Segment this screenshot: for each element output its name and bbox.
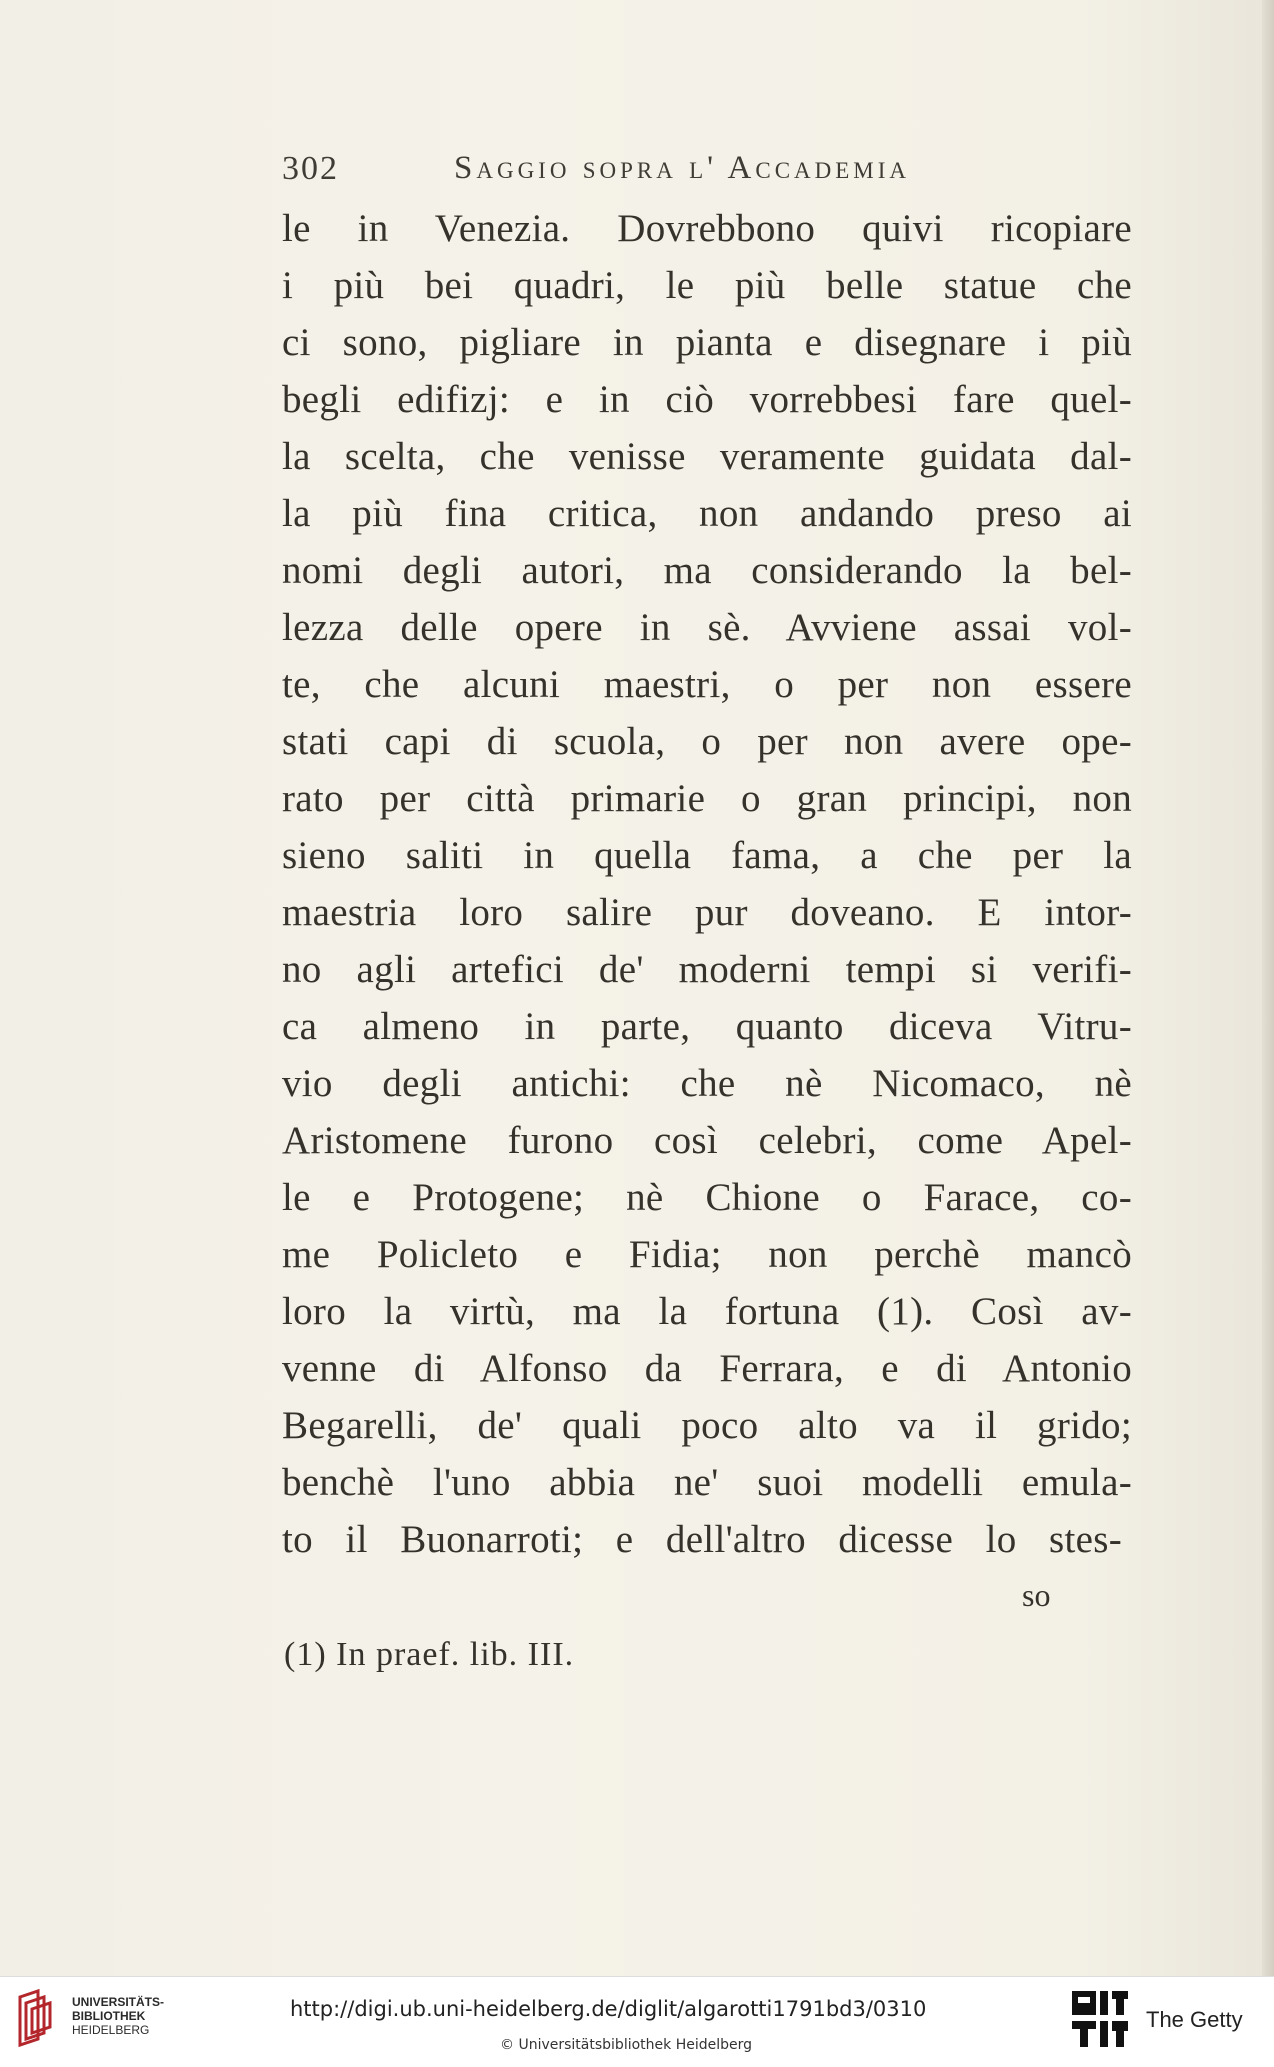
text-line: le in Venezia. Dovrebbono quivi ricopiare — [282, 207, 1132, 250]
page-number: 302 — [282, 150, 339, 187]
university-library-name — [72, 1995, 164, 2037]
permalink-url[interactable]: http://digi.ub.uni-heidelberg.de/diglit/algarotti1791bd3/0310 — [290, 1997, 927, 2021]
text-line: lezza delle opere in sè. Avviene assai vol- — [282, 606, 1132, 649]
getty-logo-icon[interactable] — [1070, 1989, 1130, 2049]
text-line: rato per città primarie o gran principi, non — [282, 777, 1132, 820]
text-line: te, che alcuni maestri, o per non essere — [282, 663, 1132, 706]
text-line: ci sono, pigliare in pianta e disegnare i più — [282, 321, 1132, 364]
text-line: nomi degli autori, ma considerando la bel- — [282, 549, 1132, 592]
text-line: benchè l'uno abbia ne' suoi modelli emula- — [282, 1461, 1132, 1504]
copyright-notice: © Universitätsbibliothek Heidelberg — [500, 2037, 753, 2053]
body-text — [282, 200, 1132, 1568]
text-line: begli edifizj: e in ciò vorrebbesi fare quel- — [282, 378, 1132, 421]
text-line: Aristomene furono così celebri, come Apel- — [282, 1119, 1132, 1162]
viewer-footer — [0, 1976, 1274, 2067]
text-line: Begarelli, de' quali poco alto va il grido; — [282, 1404, 1132, 1447]
running-title: Saggio sopra l' Accademia — [454, 150, 911, 186]
page-edge-shadow — [1262, 0, 1274, 1976]
text-line: le e Protogene; nè Chione o Farace, co- — [282, 1176, 1132, 1219]
text-line: venne di Alfonso da Ferrara, e di Antonio — [282, 1347, 1132, 1390]
text-line: loro la virtù, ma la fortuna (1). Così av- — [282, 1290, 1132, 1333]
university-library-logo-icon[interactable] — [12, 1987, 62, 2051]
library-name-line: BIBLIOTHEK — [72, 2009, 146, 2023]
text-line: stati capi di scuola, o per non avere ope- — [282, 720, 1132, 763]
library-name-line: HEIDELBERG — [72, 2023, 150, 2037]
text-line: no agli artefici de' moderni tempi si verifi- — [282, 948, 1132, 991]
text-line: vio degli antichi: che nè Nicomaco, nè — [282, 1062, 1132, 1105]
getty-label: The Getty — [1146, 2007, 1243, 2032]
text-line: me Policleto e Fidia; non perchè mancò — [282, 1233, 1132, 1276]
catchword: so — [1022, 1577, 1051, 1613]
page-header — [282, 150, 1182, 200]
text-line: sieno saliti in quella fama, a che per la — [282, 834, 1132, 877]
text-line: maestria loro salire pur doveano. E intor- — [282, 891, 1132, 934]
text-line: to il Buonarroti; e dell'altro dicesse lo stes- — [282, 1518, 1122, 1561]
footnote: (1) In praef. lib. III. — [284, 1636, 575, 1673]
text-line: ca almeno in parte, quanto diceva Vitru- — [282, 1005, 1132, 1048]
text-line: la scelta, che venisse veramente guidata dal- — [282, 435, 1132, 478]
text-line: i più bei quadri, le più belle statue che — [282, 264, 1132, 307]
library-name-line: UNIVERSITÄTS- — [72, 1995, 165, 2009]
text-line: la più fina critica, non andando preso ai — [282, 492, 1132, 535]
